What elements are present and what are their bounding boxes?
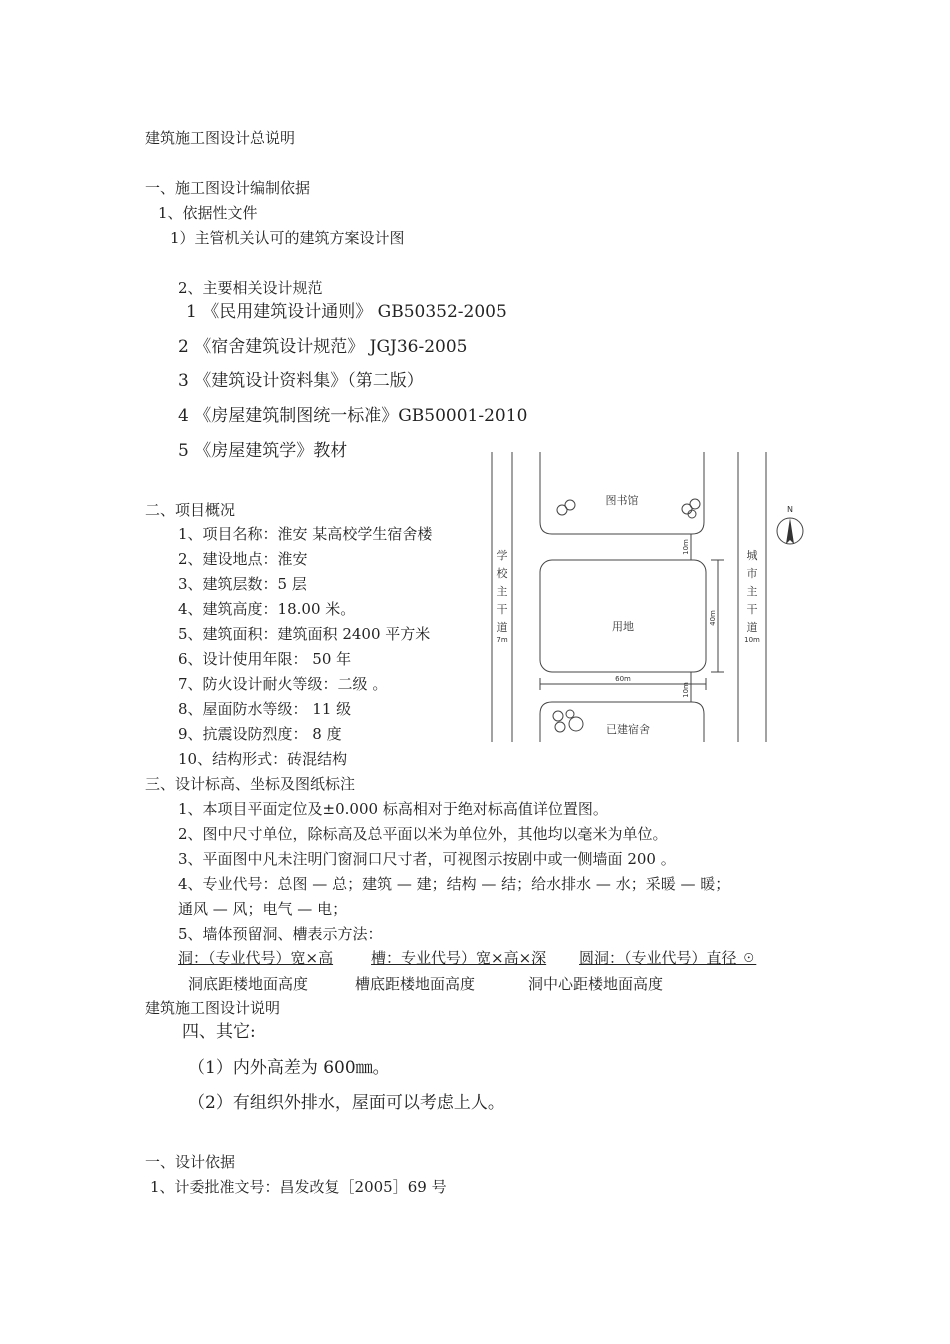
annotation-item: 1、本项目平面定位及±0.000 标高相对于绝对标高值详位置图。	[178, 800, 608, 818]
dim-height-label: 40m	[709, 610, 717, 626]
project-item: 9、抗震设防烈度： 8 度	[178, 725, 342, 743]
right-road-char: 市	[746, 567, 758, 580]
project-item: 6、设计使用年限： 50 年	[178, 650, 352, 668]
section-1-sub1: 1、依据性文件	[158, 204, 258, 222]
section-2-heading: 二、项目概况	[145, 501, 236, 519]
dormitory-block	[540, 702, 704, 742]
dim-bottom-gap-label: 10m	[682, 682, 690, 698]
section-title-repeat: 建筑施工图设计说明	[145, 999, 281, 1017]
dim-top-gap-label: 10m	[682, 539, 690, 555]
section-5-heading: 一、设计依据	[145, 1153, 236, 1171]
standard-item: 5 《房屋建筑学》教材	[178, 441, 348, 461]
notation-sub: 槽底距楼地面高度	[355, 975, 476, 993]
project-item: 4、建筑高度：18.00 米。	[178, 600, 356, 618]
standard-item: 2 《宿舍建筑设计规范》 JGJ36-2005	[178, 337, 468, 357]
library-block	[540, 452, 704, 534]
project-item: 1、项目名称：淮安 某高校学生宿舍楼	[178, 525, 433, 543]
section-4-heading: 四、其它:	[182, 1022, 256, 1042]
notation-round-hole: 圆洞：（专业代号）直径 ☉	[579, 949, 757, 967]
dim-width-label: 60m	[615, 675, 631, 683]
site-label: 用地	[612, 620, 634, 633]
north-arrow-icon	[786, 518, 794, 544]
tree-icon	[690, 499, 700, 509]
notation-slot: 槽：专业代号）宽×高×深	[371, 949, 547, 967]
notation-hole: 洞：（专业代号）宽×高	[178, 949, 334, 967]
standard-item: 4 《房屋建筑制图统一标准》GB50001-2010	[178, 406, 528, 426]
left-road-char: 道	[496, 621, 508, 634]
site-block	[540, 560, 706, 672]
tree-icon	[565, 500, 575, 510]
dormitory-label: 已建宿舍	[606, 723, 650, 736]
annotation-item: 3、平面图中凡未注明门窗洞口尺寸者，可视图示按剧中或一侧墙面 200 。	[178, 850, 676, 868]
section-1-sub2: 2、主要相关设计规范	[178, 279, 323, 297]
standard-item: 3 《建筑设计资料集》（第二版）	[178, 371, 424, 391]
tree-icon	[555, 722, 565, 732]
left-road-char: 校	[496, 567, 508, 580]
annotation-item: 2、图中尺寸单位，除标高及总平面以米为单位外，其他均以毫米为单位。	[178, 825, 668, 843]
section-3-heading: 三、设计标高、坐标及图纸标注	[145, 775, 356, 793]
section-1-sub1-item: 1）主管机关认可的建筑方案设计图	[170, 229, 405, 247]
project-item: 8、屋面防水等级： 11 级	[178, 700, 352, 718]
section-1-heading: 一、施工图设计编制依据	[145, 179, 311, 197]
right-road-width: 10m	[744, 636, 760, 644]
north-label: N	[787, 505, 793, 514]
right-road-char: 干	[746, 603, 758, 616]
tree-icon	[566, 710, 574, 718]
project-item: 7、防火设计耐火等级：二级 。	[178, 675, 388, 693]
project-item: 10、结构形式：砖混结构	[178, 750, 348, 768]
annotation-item: 4、专业代号：总图 — 总；建筑 — 建；结构 — 结；给水排水 — 水；采暖 — 暖；	[178, 875, 731, 893]
left-road-width: 7m	[496, 636, 508, 644]
project-item: 3、建筑层数：5 层	[178, 575, 307, 593]
tree-icon	[553, 711, 563, 721]
left-road-char: 学	[496, 549, 508, 562]
notation-sub: 洞底距楼地面高度	[188, 975, 309, 993]
left-road-char: 干	[496, 603, 508, 616]
right-road-char: 主	[746, 585, 758, 598]
annotation-item: 5、墙体预留洞、槽表示方法：	[178, 925, 383, 943]
site-plan-diagram	[488, 452, 818, 744]
other-item: （2）有组织外排水，屋面可以考虑上人。	[188, 1093, 505, 1113]
project-item: 5、建筑面积：建筑面积 2400 平方米	[178, 625, 431, 643]
basis-item: 1、计委批准文号：昌发改复［2005］69 号	[150, 1178, 447, 1196]
page-title: 建筑施工图设计总说明	[145, 129, 296, 147]
project-item: 2、建设地点：淮安	[178, 550, 308, 568]
standard-item: 1 《民用建筑设计通则》 GB50352-2005	[186, 302, 507, 322]
other-item: （1）内外高差为 600㎜。	[188, 1058, 390, 1078]
tree-icon	[569, 717, 583, 731]
left-road-char: 主	[496, 585, 508, 598]
library-label: 图书馆	[605, 494, 639, 507]
annotation-item: 通风 — 风；电气 — 电；	[178, 900, 348, 918]
right-road-char: 城	[746, 549, 758, 562]
right-road-char: 道	[746, 621, 758, 634]
notation-sub: 洞中心距楼地面高度	[528, 975, 664, 993]
